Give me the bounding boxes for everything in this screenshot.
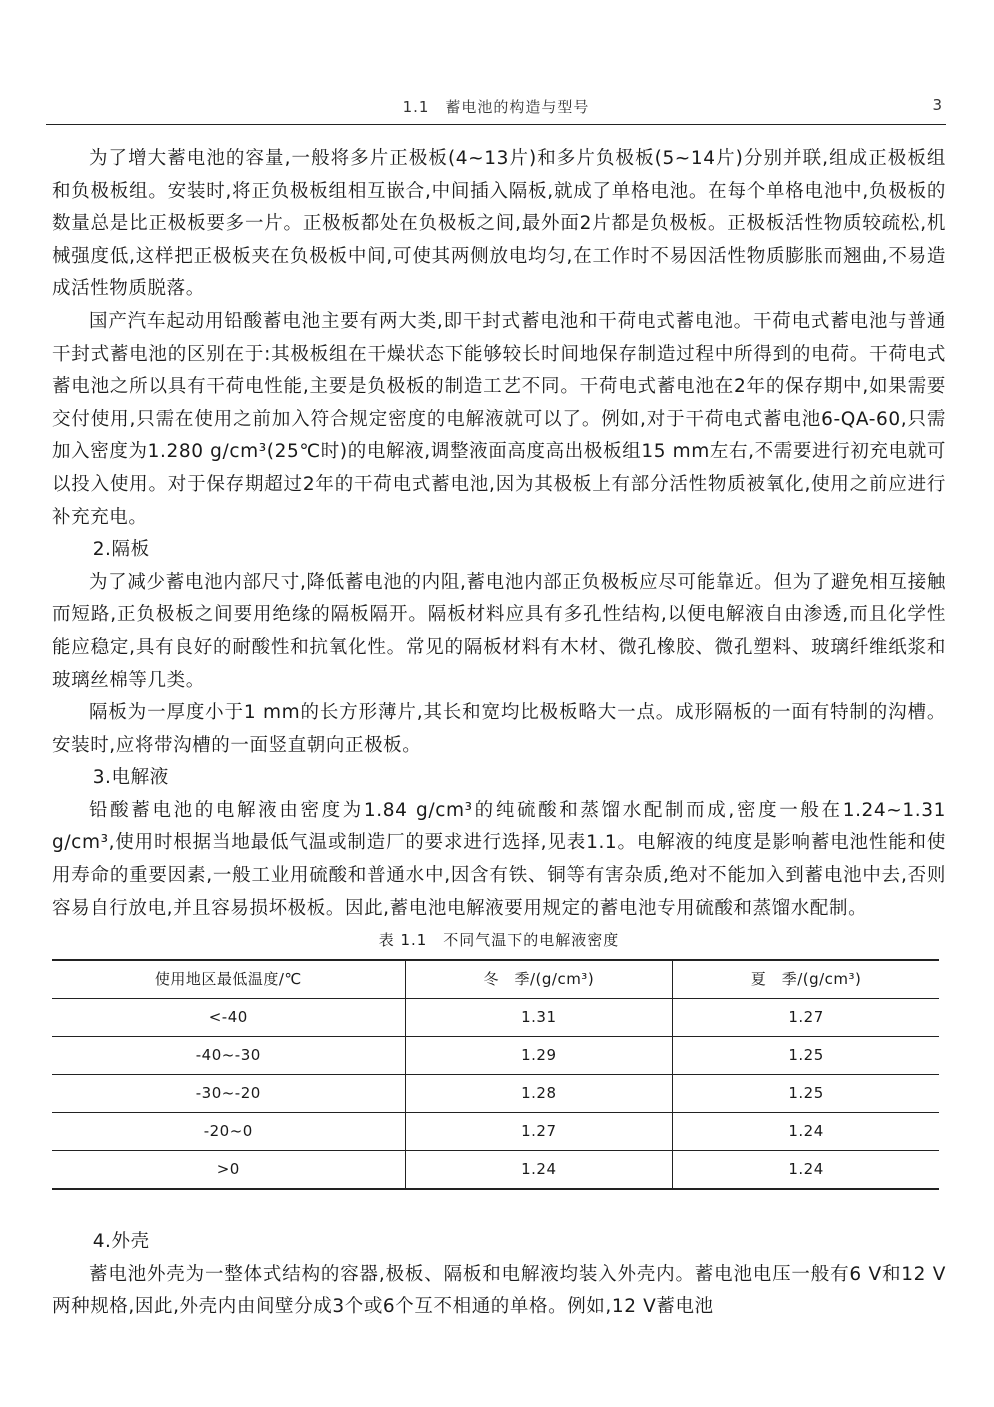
table-spacer — [52, 1190, 946, 1226]
section-heading-electrolyte: 3.电解液 — [92, 767, 169, 789]
column-header-summer: 夏 季/(g/cm³) — [673, 960, 939, 999]
paragraph-case: 蓄电池外壳为一整体式结构的容器,极板、隔板和电解液均装入外壳内。蓄电池电压一般有6 V和12 V两种规格,因此,外壳内由间壁分成3个或6个互不相通的单格。例如,12 V蓄电池 — [52, 1263, 946, 1318]
table-cell: 1.27 — [673, 999, 939, 1037]
page-number: 3 — [932, 96, 942, 114]
paragraph-electrolyte: 铅酸蓄电池的电解液由密度为1.84 g/cm³的纯硫酸和蒸馏水配制而成,密度一般在1.24~1.31 g/cm³,使用时根据当地最低气温或制造厂的要求进行选择,见表1.1。电解液的纯度是影响蓄电池性能和使用寿命的重要因素,一般工业用硫酸和普通水中,因含有铁、铜等有害杂质,绝对不能加入到蓄电池中去,否则容易自行放电,并且容易损坏极板。因此,蓄电池电解液要用规定的蓄电池专用硫酸和蒸馏水配制。 — [52, 799, 946, 919]
table-cell: -40~-30 — [52, 1037, 405, 1075]
table-cell: 1.27 — [405, 1113, 673, 1151]
table-cell: 1.24 — [673, 1113, 939, 1151]
table-cell: 1.31 — [405, 999, 673, 1037]
running-header — [46, 94, 946, 125]
column-header-winter: 冬 季/(g/cm³) — [405, 960, 673, 999]
table-caption: 表 1.1 不同气温下的电解液密度 — [378, 931, 620, 950]
table-row — [52, 1113, 939, 1151]
table-cell: 1.29 — [405, 1037, 673, 1075]
table-row — [52, 999, 939, 1037]
electrolyte-density-table — [52, 959, 939, 1190]
table-cell: 1.28 — [405, 1075, 673, 1113]
table-cell: >0 — [52, 1151, 405, 1190]
table-cell: 1.25 — [673, 1037, 939, 1075]
table-cell: <-40 — [52, 999, 405, 1037]
paragraph-separator-material: 为了减少蓄电池内部尺寸,降低蓄电池的内阻,蓄电池内部正负极板应尽可能靠近。但为了避免相互接触而短路,正负极板之间要用绝缘的隔板隔开。隔板材料应具有多孔性结构,以便电解液自由渗透,而且化学性能应稳定,具有良好的耐酸性和抗氧化性。常见的隔板材料有木材、微孔橡胶、微孔塑料、玻璃纤维纸浆和玻璃丝棉等几类。 — [52, 571, 946, 691]
paragraph-dry-charged: 国产汽车起动用铅酸蓄电池主要有两大类,即干封式蓄电池和干荷电式蓄电池。干荷电式蓄电池与普通干封式蓄电池的区别在于:其极板组在干燥状态下能够较长时间地保存制造过程中所得到的电荷。干荷电式蓄电池之所以具有干荷电性能,主要是负极板的制造工艺不同。干荷电式蓄电池在2年的保存期中,如果需要交付使用,只需在使用之前加入符合规定密度的电解液就可以了。例如,对于干荷电式蓄电池6-QA-60,只需加入密度为1.280 g/cm³(25℃时)的电解液,调整液面高度高出极板组15 mm左右,不需要进行初充电就可以投入使用。对于保存期超过2年的干荷电式蓄电池,因为其极板上有部分活性物质被氧化,使用之前应进行补充充电。 — [52, 310, 946, 528]
table-cell: -30~-20 — [52, 1075, 405, 1113]
table-row — [52, 1075, 939, 1113]
table-cell: 1.24 — [405, 1151, 673, 1190]
page-body — [52, 143, 946, 1324]
column-header-temperature: 使用地区最低温度/℃ — [52, 960, 405, 999]
paragraph-plates: 为了增大蓄电池的容量,一般将多片正极板(4~13片)和多片负极板(5~14片)分别并联,组成正极板组和负极板组。安装时,将正负极板组相互嵌合,中间插入隔板,就成了单格电池。在每个单格电池中,负极板的数量总是比正极板要多一片。正极板都处在负极板之间,最外面2片都是负极板。正极板活性物质较疏松,机械强度低,这样把正极板夹在负极板中间,可使其两侧放电均匀,在工作时不易因活性物质膨胀而翘曲,不易造成活性物质脱落。 — [52, 148, 946, 300]
table-header-row — [52, 960, 939, 999]
header-title: 1.1 蓄电池的构造与型号 — [402, 98, 590, 116]
table-cell: -20~0 — [52, 1113, 405, 1151]
section-heading-separator: 2.隔板 — [92, 539, 150, 561]
table-cell: 1.25 — [673, 1075, 939, 1113]
table-row — [52, 1037, 939, 1075]
section-heading-case: 4.外壳 — [92, 1231, 150, 1253]
table-cell: 1.24 — [673, 1151, 939, 1190]
table-row — [52, 1151, 939, 1190]
paragraph-separator-shape: 隔板为一厚度小于1 mm的长方形薄片,其长和宽均比极板略大一点。成形隔板的一面有特制的沟槽。安装时,应将带沟槽的一面竖直朝向正极板。 — [52, 702, 946, 756]
